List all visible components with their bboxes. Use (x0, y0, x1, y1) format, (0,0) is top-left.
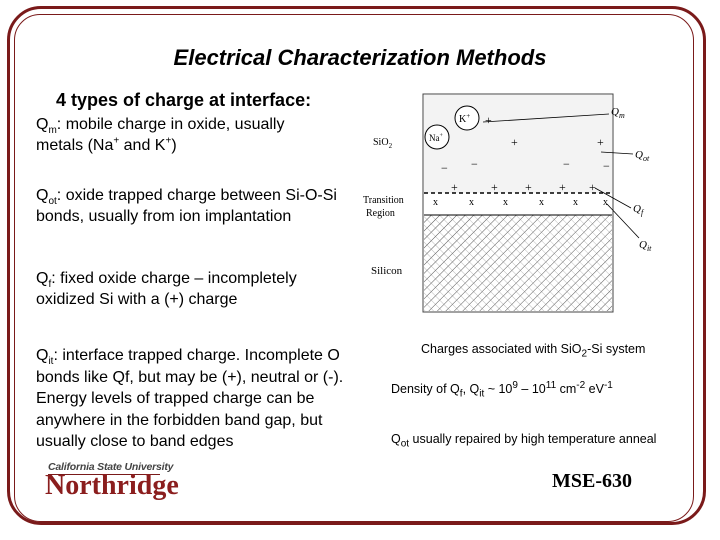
svg-text:+: + (491, 180, 498, 194)
qm-label: $Q_m$ (611, 106, 625, 120)
svg-text:+: + (451, 180, 458, 194)
item-qm: $Q_m$: mobile charge in oxide, usually metals (Na+ and K+) (36, 116, 285, 154)
svg-text:+: + (589, 180, 596, 194)
svg-text:x: x (469, 197, 474, 208)
charge-diagram (363, 88, 675, 320)
university-logo-text: California State University (48, 461, 174, 473)
svg-text:+: + (525, 180, 532, 194)
svg-text:x: x (503, 197, 508, 208)
caption-anneal: $Q_{ot}$ usually repaired by high temperature anneal (391, 432, 657, 450)
svg-text:−: − (441, 161, 448, 175)
svg-text:−: − (471, 157, 478, 171)
qit-label: $Q_{it}$ (639, 239, 652, 253)
qf-label: $Q_f$ (633, 203, 644, 217)
transition-label: Transition (363, 195, 404, 206)
oxide-layer (424, 95, 612, 193)
svg-text:x: x (539, 197, 544, 208)
svg-text:+: + (511, 135, 518, 149)
svg-text:+: + (485, 113, 492, 127)
svg-text:x: x (603, 197, 608, 208)
svg-text:−: − (563, 157, 570, 171)
k-ion-label: K+ (459, 112, 471, 125)
na-ion-label: Na+ (429, 133, 443, 143)
qot-label: $Q_{ot}$ (635, 149, 650, 163)
caption-density: Density of $Q_f$, $Q_{it}$ ~ $10^9 - 10^{11}$ $cm^{-2}$ $eV^{-1}$ (391, 379, 613, 400)
svg-text:+: + (559, 180, 566, 194)
svg-text:+: + (597, 135, 604, 149)
sio2-label: SiO$_2$ (373, 137, 393, 150)
university-logo-wordmark: Northridge (45, 470, 179, 501)
svg-text:x: x (433, 197, 438, 208)
svg-text:−: − (603, 159, 610, 173)
item-qot: $Q_{ot}$: oxide trapped charge between Si-O-Si bonds, usually from ion implantation (36, 187, 337, 225)
caption-charges: Charges associated with SiO$_2$-Si system (421, 342, 646, 360)
item-qf: $Q_f$: fixed oxide charge – incompletely oxidized Si with a (+) charge (36, 270, 297, 308)
svg-text:x: x (573, 197, 578, 208)
region-label: Region (366, 208, 395, 219)
silicon-label: Silicon (371, 265, 403, 277)
slide-title: Electrical Characterization Methods (173, 45, 547, 70)
item-qit: $Q_{it}$: interface trapped charge. Incomplete O bonds like Qf, but may be (+), neutral or (-). Energy levels of trapped charge can be anywhere in the forbidden band gap, but usually close to band edges (36, 347, 344, 450)
slide-subtitle: 4 types of charge at interface: (56, 90, 312, 110)
course-code: MSE-630 (552, 470, 632, 492)
